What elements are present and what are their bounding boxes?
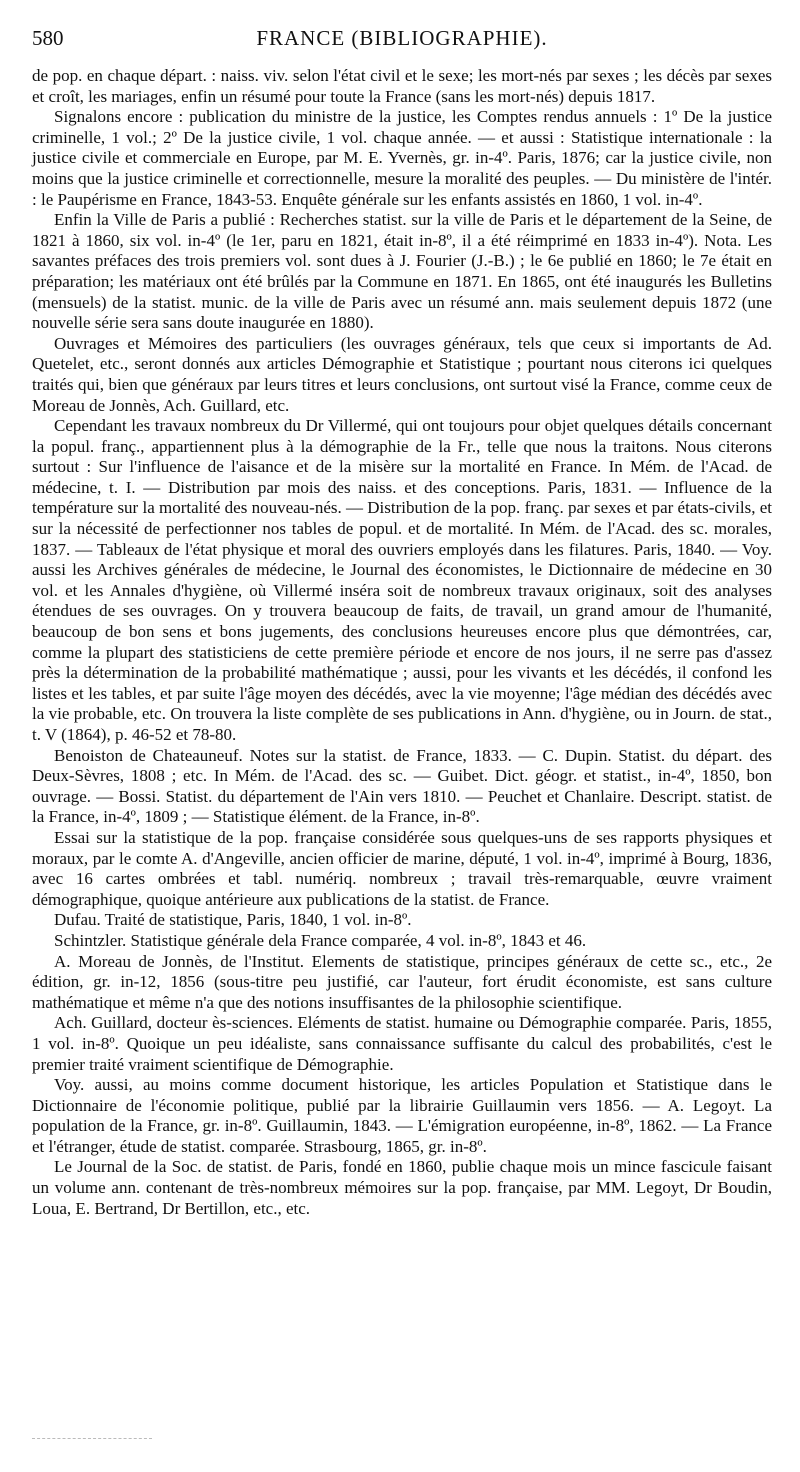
body-text	[32, 66, 772, 1219]
paragraph-dufau: Dufau. Traité de statistique, Paris, 1840, 1 vol. in-8º.	[54, 910, 412, 930]
paragraph-legoyt: Voy. aussi, au moins comme document historique, les articles Population et Statistique dans le Dictionnaire de l'économie politique, publié par la librairie Guillaumin vers 1856. — A. Legoyt. La population de la France, gr. in-8º. Guillaumin, 1843. — L'émigration européenne, in-8º, 1862. — La France et l'étranger, étude de statist. comparée. Strasbourg, 1865, gr. in-8º.	[32, 1075, 772, 1156]
paragraph-ouvrages-particuliers: Ouvrages et Mémoires des particuliers (les ouvrages généraux, tels que ceux si importants de Ad. Quetelet, etc., seront donnés aux articles Démographie et Statistique ; pourtant nous citerons ici quelques traités qui, bien que généraux par leurs titres et leurs conclusions, ont surtout visé la France, comme ceux de Moreau de Jonnès, Ach. Guillard, etc.	[32, 333, 772, 415]
paragraph-angeville: Essai sur la statistique de la pop. française considérée sous quelques-uns de ses rapports physiques et moraux, par le comte A. d'Angeville, ancien officier de marine, député, 1 vol. in-4º, imprimé à Bourg, 1836, avec 16 cartes ombrées et tabl. numériq. nombreux ; travail très-remarquable, œuvre vraiment démographique, quoique antérieure aux publications de la statist. de France.	[32, 827, 772, 909]
paragraph-ville-de-paris: Enfin la Ville de Paris a publié : Recherches statist. sur la ville de Paris et le département de la Seine, de 1821 à 1860, six vol. in-4º (le 1er, paru en 1821, était in-8º, il a été réimprimé en 1833 in-4º). Nota. Les savantes préfaces des trois premiers vol. sont dues à J. Fourier (J.-B.) ; le 6e publié en 1860; le 7e était en préparation; les matériaux ont été brûlés par la Commune en 1871. En 1865, ont été inaugurés les Bulletins (mensuels) de la statist. munic. de la ville de Paris avec un résumé ann. mais seulement depuis 1872 (une nouvelle série sera sans doute inaugurée en 1880).	[32, 210, 772, 333]
paragraph-villerme: Cependant les travaux nombreux du Dr Villermé, qui ont toujours pour objet quelques détails concernant la popul. franç., appartiennent plus à la démographie de la Fr., telle que nous la traitons. Nous citerons surtout : Sur l'influence de l'aisance et de la misère sur la mortalité en France. In Mém. de l'Acad. de médecine, t. I. — Distribution par mois des naiss. et des conceptions. Paris, 1831. — Influence de la température sur la mortalité des nouveau-nés. — Distribution de la pop. franç. par sexes et par états-civils, et sur la nécessité de perfectionner nos tables de popul. et de mortalité. In Mém. de l'Acad. des sc. morales, 1837. — Tableaux de l'état physique et moral des ouvriers employés dans les filatures. Paris, 1840. — Voy. aussi les Archives générales de médecine, le Journal des économistes, le Dictionnaire de médecine en 30 vol. et les Annales d'hygiène, où Villermé inséra soit de nombreux travaux originaux, soit des analyses étendues de ses ouvrages. On y trouvera beaucoup de faits, de travail, un grand amour de l'humanité, beaucoup de bon sens et bons jugements, des conclusions heureuses encore plus que démontrées, car, comme la plupart des statisticiens de cette première période et encore de nos jours, il ne serre pas d'assez près la détermination de la probabilité mathématique ; aussi, pour les vivants et les décédés, il confond les listes et les tables, et par suite l'âge moyen des décédés, avec la vie moyenne; l'âge médian des décédés avec la vie probable, etc. On trouvera la liste complète de ses publications in Ann. d'hygiène, ou in Journ. de stat., t. V (1864), p. 46-52 et 78-80.	[32, 416, 772, 744]
paragraph-guillard: Ach. Guillard, docteur ès-sciences. Eléments de statist. humaine ou Démographie comparée. Paris, 1855, 1 vol. in-8º. Quoique un peu idéaliste, sans connaissance suffisante du calcul des probabilités, c'est le premier traité vraiment scientifique de Démographie.	[32, 1013, 772, 1074]
page-header	[32, 24, 772, 60]
paragraph-journal-soc-statist: Le Journal de la Soc. de statist. de Paris, fondé en 1860, publie chaque mois un mince fascicule faisant un volume ann. contenant de très-nombreux mémoires sur la pop. française, par MM. Legoyt, Dr Boudin, Loua, E. Bertrand, Dr Bertillon, etc., etc.	[32, 1157, 772, 1218]
paragraph-schintzler: Schintzler. Statistique générale dela France comparée, 4 vol. in-8º, 1843 et 46.	[54, 930, 587, 950]
paragraph-justice-publications: Signalons encore : publication du ministre de la justice, les Comptes rendus annuels : 1º De la justice criminelle, 1 vol.; 2º De la justice civile, 1 vol. chaque année. — et aussi : Statistique internationale : la justice civile et commerciale en Europe, par M. E. Yvernès, gr. in-4º. Paris, 1876; car la justice civile, non moins que la justice criminelle et correctionnelle, mesure la moralité des peuples. — Du ministère de l'intér. : le Paupérisme en France, 1843-53. Enquête générale sur les enfants assistés en 1860, 1 vol. in-4º.	[32, 107, 772, 209]
paragraph-moreau-de-jonnes: A. Moreau de Jonnès, de l'Institut. Elements de statistique, principes généraux de cette sc., etc., 2e édition, gr. in-12, 1856 (sous-titre peu justifié, car l'auteur, fort érudit économiste, est sans culture mathématique et même n'a que des notions insuffisantes de la philosophie scientifique.	[32, 951, 772, 1012]
footer-rule	[32, 1438, 152, 1439]
paragraph-benoiston: Benoiston de Chateauneuf. Notes sur la statist. de France, 1833. — C. Dupin. Statist. du départ. des Deux-Sèvres, 1808 ; etc. In Mém. de l'Acad. des sc. — Guibet. Dict. géogr. et statist., in-4º, 1850, bon ouvrage. — Bossi. Statist. du département de l'Ain vers 1810. — Peuchet et Chanlaire. Descript. statist. de la France, in-4º, 1809 ; — Statistique élément. de la France, in-8º.	[32, 745, 772, 827]
running-title: FRANCE (BIBLIOGRAPHIE).	[256, 26, 548, 50]
paragraph-continued: de pop. en chaque départ. : naiss. viv. selon l'état civil et le sexe; les mort-nés par sexes ; les décès par sexes et croît, les mariages, enfin un résumé pour toute la France (sans les mort-nés) depuis 1817.	[32, 66, 772, 106]
page-number: 580	[32, 26, 64, 50]
